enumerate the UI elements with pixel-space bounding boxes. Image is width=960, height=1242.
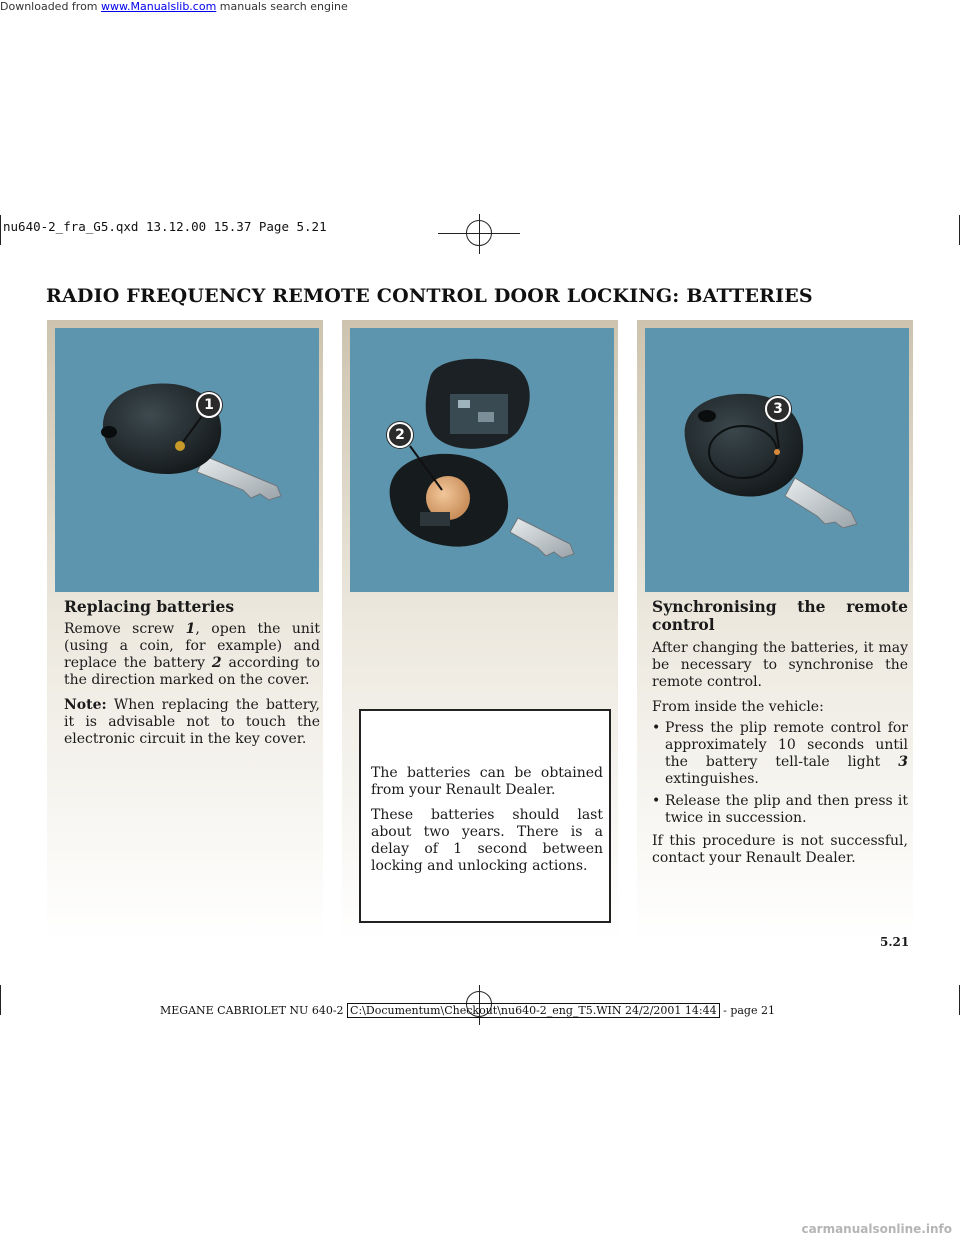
section-heading: Replacing batteries (64, 597, 235, 616)
crop-mark (0, 985, 1, 1015)
synchronising-section (652, 598, 908, 875)
step-list (652, 720, 908, 827)
watermark: carmanualsonline.info (801, 1222, 952, 1236)
key-fob-light-illustration (645, 328, 909, 592)
list-item: • Press the plip remote control for approximately 10 seconds until the battery tell-tale light 3 extinguishes. (652, 720, 908, 788)
callout-3: 3 (765, 396, 791, 422)
key-fob-photo-light (645, 328, 909, 592)
replacing-batteries-section (64, 598, 320, 756)
download-banner: Downloaded from www.Manualslib.com manuals search engine (0, 0, 348, 13)
info-paragraph: The batteries can be obtained from your Renault Dealer. (371, 765, 603, 798)
instruction-paragraph: Remove screw 1, open the unit (using a coin, for example) and replace the battery 2 according to the direction marked on the cover. (64, 621, 320, 688)
open-key-fob-illustration (350, 328, 614, 592)
page-number: 5.21 (880, 935, 910, 949)
page-title: RADIO FREQUENCY REMOTE CONTROL DOOR LOCKING: BATTERIES (46, 285, 813, 307)
manualslib-link[interactable]: www.Manualslib.com (101, 0, 217, 13)
key-fob-photo-open (350, 328, 614, 592)
key-fob-illustration (55, 328, 319, 592)
instruction-paragraph: From inside the vehicle: (652, 699, 824, 715)
key-fob-photo-screw (55, 328, 319, 592)
note-paragraph: Note: When replacing the battery, it is advisable not to touch the electronic circuit in the key cover. (64, 697, 320, 747)
footer-line: MEGANE CABRIOLET NU 640-2 C:\Documentum\Checkout\nu640-2_eng_T5.WIN 24/2/2001 14:44 - page 21 (160, 1004, 775, 1017)
instruction-paragraph: If this procedure is not successful, contact your Renault Dealer. (652, 833, 908, 866)
file-slug: nu640-2_fra_G5.qxd 13.12.00 15.37 Page 5.21 (3, 219, 327, 234)
registration-circle (466, 220, 492, 246)
callout-1: 1 (196, 392, 222, 418)
list-item: • Release the plip and then press it twice in succession. (652, 793, 908, 827)
battery-info-box (359, 709, 611, 923)
callout-2: 2 (387, 422, 413, 448)
instruction-paragraph: After changing the batteries, it may be necessary to synchronise the remote control. (652, 640, 908, 690)
section-heading: Synchronising the remote control (652, 597, 908, 634)
crop-mark (0, 215, 1, 245)
info-paragraph: These batteries should last about two years. There is a delay of 1 second between locking and unlocking actions. (371, 807, 603, 874)
